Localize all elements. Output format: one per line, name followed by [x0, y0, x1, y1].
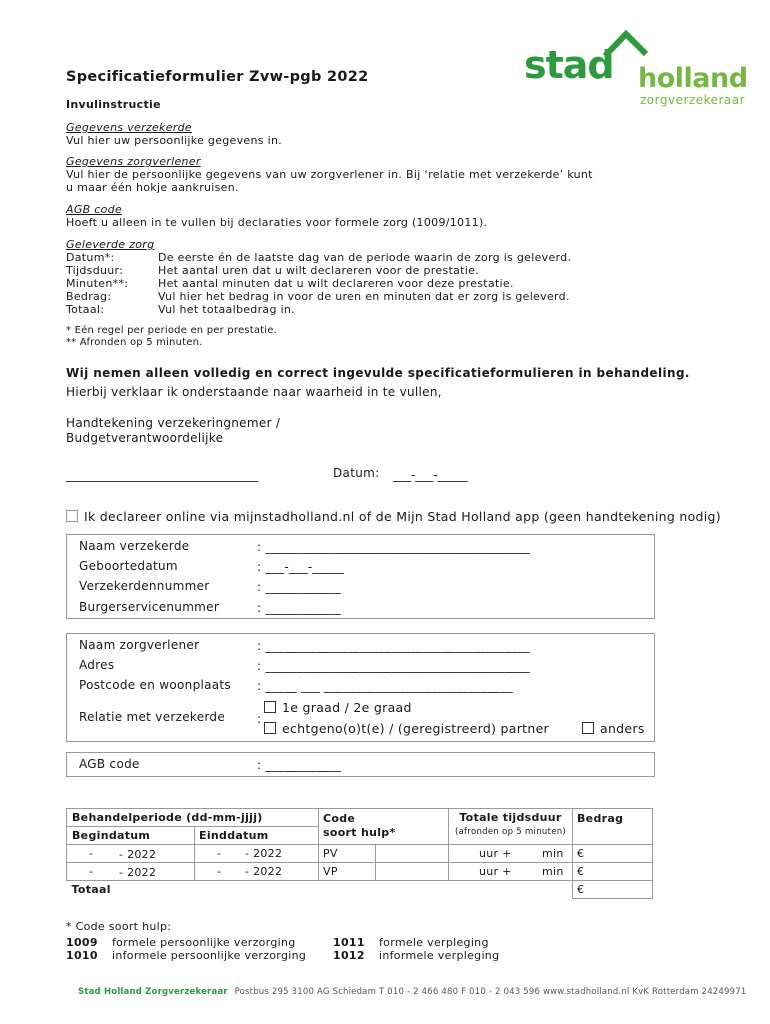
minutes-unit: min: [542, 847, 564, 860]
footnotes: [66, 325, 277, 349]
checkbox-icon[interactable]: [66, 510, 78, 522]
instruction-heading: Invulinstructie: [66, 98, 161, 111]
end-date-cell[interactable]: [195, 845, 319, 863]
specification-table: [66, 808, 653, 899]
field-label: Geboortedatum: [79, 559, 178, 573]
field-label: AGB code: [79, 757, 140, 771]
code-legend-heading: * Code soort hulp:: [66, 920, 172, 933]
field-label: Verzekerdennummer: [79, 579, 210, 593]
code-extra-cell[interactable]: [376, 845, 449, 863]
field-label: Adres: [79, 658, 115, 672]
total-label: Totaal: [71, 883, 111, 897]
end-date-cell[interactable]: [195, 863, 319, 881]
signature-field[interactable]: ________________________________: [66, 468, 258, 482]
section-heading: Geleverde zorg: [66, 238, 155, 251]
bsn-input[interactable]: : ____________: [257, 601, 342, 615]
section-insured: [66, 121, 282, 147]
footer-brand: Stad Holland Zorgverzekeraar: [78, 987, 228, 997]
date-dash: -: [89, 847, 94, 860]
option-label: echtgeno(o)t(e) / (geregistreerd) partner: [282, 721, 549, 736]
code-header: [319, 809, 449, 845]
term: Minuten**:: [66, 277, 129, 290]
section-delivered-care: [66, 238, 666, 316]
birthdate-input[interactable]: : ___-___-_____: [257, 560, 345, 574]
section-care-provider: [66, 155, 593, 194]
code-cell: VP: [319, 863, 376, 881]
footnote: ** Afronden op 5 minuten.: [66, 337, 203, 348]
address-input[interactable]: : __________________________________________: [257, 659, 531, 673]
period-header: Behandelperiode (dd-mm-jjjj): [67, 809, 319, 827]
date-dash: -: [89, 865, 94, 878]
section-text: Vul hier de persoonlijke gegevens van uw zorgverlener in. Bij ‘relatie met verzekerde’ kunt: [66, 168, 593, 181]
field-label: Relatie met verzekerde: [79, 710, 226, 724]
hours-unit: uur +: [479, 847, 512, 860]
hours-unit: uur +: [479, 865, 512, 878]
section-text: u maar één hokje aankruisen.: [66, 181, 239, 194]
logo-word-stad: stad: [524, 43, 614, 87]
duration-cell[interactable]: [449, 863, 573, 881]
option-label: anders: [600, 721, 645, 736]
code-header-line: Code: [323, 812, 356, 825]
insured-details-box: [66, 534, 655, 619]
footer-address: Postbus 295 3100 AG Schiedam T 010 - 2 466 480 F 010 - 2 043 596 www.stadholland.nl KvK Rotterdam 24249971: [234, 987, 747, 997]
insured-name-input[interactable]: : __________________________________________: [257, 540, 531, 554]
code-number: 1009: [66, 936, 98, 949]
begin-date-cell[interactable]: [67, 863, 195, 881]
date-dash: -: [217, 865, 222, 878]
table-row: [67, 863, 653, 881]
code-desc: formele persoonlijke verzorging: [112, 936, 296, 949]
field-label: Burgerservicenummer: [79, 600, 220, 614]
insured-number-input[interactable]: : ____________: [257, 580, 342, 594]
begin-date-cell[interactable]: [67, 845, 195, 863]
signature-label: [66, 416, 280, 446]
code-number: 1011: [333, 936, 365, 949]
option-label: 1e graad / 2e graad: [282, 700, 412, 715]
code-extra-cell[interactable]: [376, 863, 449, 881]
total-amount-cell[interactable]: €: [573, 881, 653, 899]
care-provider-box: [66, 633, 655, 742]
bold-statement: Wij nemen alleen volledig en correct ingevulde specificatieformulieren in behandeling.: [66, 366, 690, 380]
code-number: 1012: [333, 949, 365, 962]
date-field[interactable]: ___-___-_____: [393, 468, 468, 482]
amount-cell[interactable]: €: [573, 845, 653, 863]
section-heading: AGB code: [66, 203, 123, 216]
begin-header: Begindatum: [67, 827, 195, 845]
duration-header: [449, 809, 573, 845]
checkbox-icon[interactable]: [264, 701, 276, 713]
total-row: [67, 881, 653, 899]
footer: [78, 987, 746, 997]
date-year: - 2022: [245, 865, 283, 878]
section-text: Hoeft u alleen in te vullen bij declaraties voor formele zorg (1009/1011).: [66, 216, 488, 229]
term-desc: Het aantal minuten dat u wilt declareren voor deze prestatie.: [158, 277, 514, 290]
agb-box: [66, 752, 655, 777]
logo: [524, 30, 748, 110]
term-desc: Vul het totaalbedrag in.: [158, 303, 295, 316]
date-year: - 2022: [119, 848, 157, 861]
term: Tijdsduur:: [66, 264, 124, 277]
footnote: * Eén regel per periode en per prestatie.: [66, 325, 277, 336]
code-header-line: soort hulp*: [323, 826, 396, 839]
duration-cell[interactable]: [449, 845, 573, 863]
amount-header: Bedrag: [573, 809, 653, 845]
term-desc: Het aantal uren dat u wilt declareren voor de prestatie.: [158, 264, 479, 277]
date-year: - 2022: [119, 866, 157, 879]
code-desc: formele verpleging: [379, 936, 489, 949]
term-desc: De eerste én de laatste dag van de periode waarin de zorg is geleverd.: [158, 251, 572, 264]
section-agb: [66, 203, 487, 229]
amount-cell[interactable]: €: [573, 863, 653, 881]
agb-code-input[interactable]: : ____________: [257, 758, 342, 772]
logo-tagline: zorgverzekeraar: [640, 93, 746, 107]
declaration-text: Hierbij verklaar ik onderstaande naar waarheid in te vullen,: [66, 385, 442, 399]
page-title: Specificatieformulier Zvw-pgb 2022: [66, 69, 369, 85]
minutes-unit: min: [542, 865, 564, 878]
term: Bedrag:: [66, 290, 112, 303]
duration-title: Totale tijdsduur: [459, 811, 562, 824]
logo-word-holland: holland: [638, 63, 748, 94]
code-desc: informele verpleging: [379, 949, 500, 962]
online-declare-label: Ik declareer online via mijnstadholland.nl of de Mijn Stad Holland app (geen handtekening nodig): [84, 509, 721, 524]
provider-name-input[interactable]: : __________________________________________: [257, 639, 531, 653]
code-cell: PV: [319, 845, 376, 863]
code-legend: [66, 936, 566, 966]
relation-option-first-degree[interactable]: [264, 700, 412, 715]
table-row: [67, 845, 653, 863]
field-label: Naam zorgverlener: [79, 638, 200, 652]
field-label: Naam verzekerde: [79, 539, 190, 553]
code-desc: informele persoonlijke verzorging: [112, 949, 307, 962]
relation-option-other[interactable]: [582, 721, 645, 736]
relation-option-partner[interactable]: [264, 721, 549, 736]
signature-label-line: Handtekening verzekeringnemer /: [66, 416, 281, 430]
relation-colon: :: [257, 712, 262, 726]
field-label: Postcode en woonplaats: [79, 678, 231, 692]
postcode-city-input[interactable]: : _____ ___ ______________________________: [257, 679, 514, 693]
date-label: Datum:: [333, 466, 380, 480]
term: Datum*:: [66, 251, 115, 264]
checkbox-icon[interactable]: [582, 722, 594, 734]
online-declare-option[interactable]: [66, 509, 721, 524]
section-heading: Gegevens verzekerde: [66, 121, 192, 134]
date-year: - 2022: [245, 847, 283, 860]
checkbox-icon[interactable]: [264, 722, 276, 734]
date-dash: -: [217, 847, 222, 860]
term: Totaal:: [66, 303, 105, 316]
duration-subtitle: (afronden op 5 minuten): [454, 827, 567, 837]
section-heading: Gegevens zorgverlener: [66, 155, 201, 168]
code-number: 1010: [66, 949, 98, 962]
section-text: Vul hier uw persoonlijke gegevens in.: [66, 134, 283, 147]
end-header: Einddatum: [195, 827, 319, 845]
signature-label-line: Budgetverantwoordelijke: [66, 431, 224, 445]
term-desc: Vul hier het bedrag in voor de uren en minuten dat er zorg is geleverd.: [158, 290, 570, 303]
